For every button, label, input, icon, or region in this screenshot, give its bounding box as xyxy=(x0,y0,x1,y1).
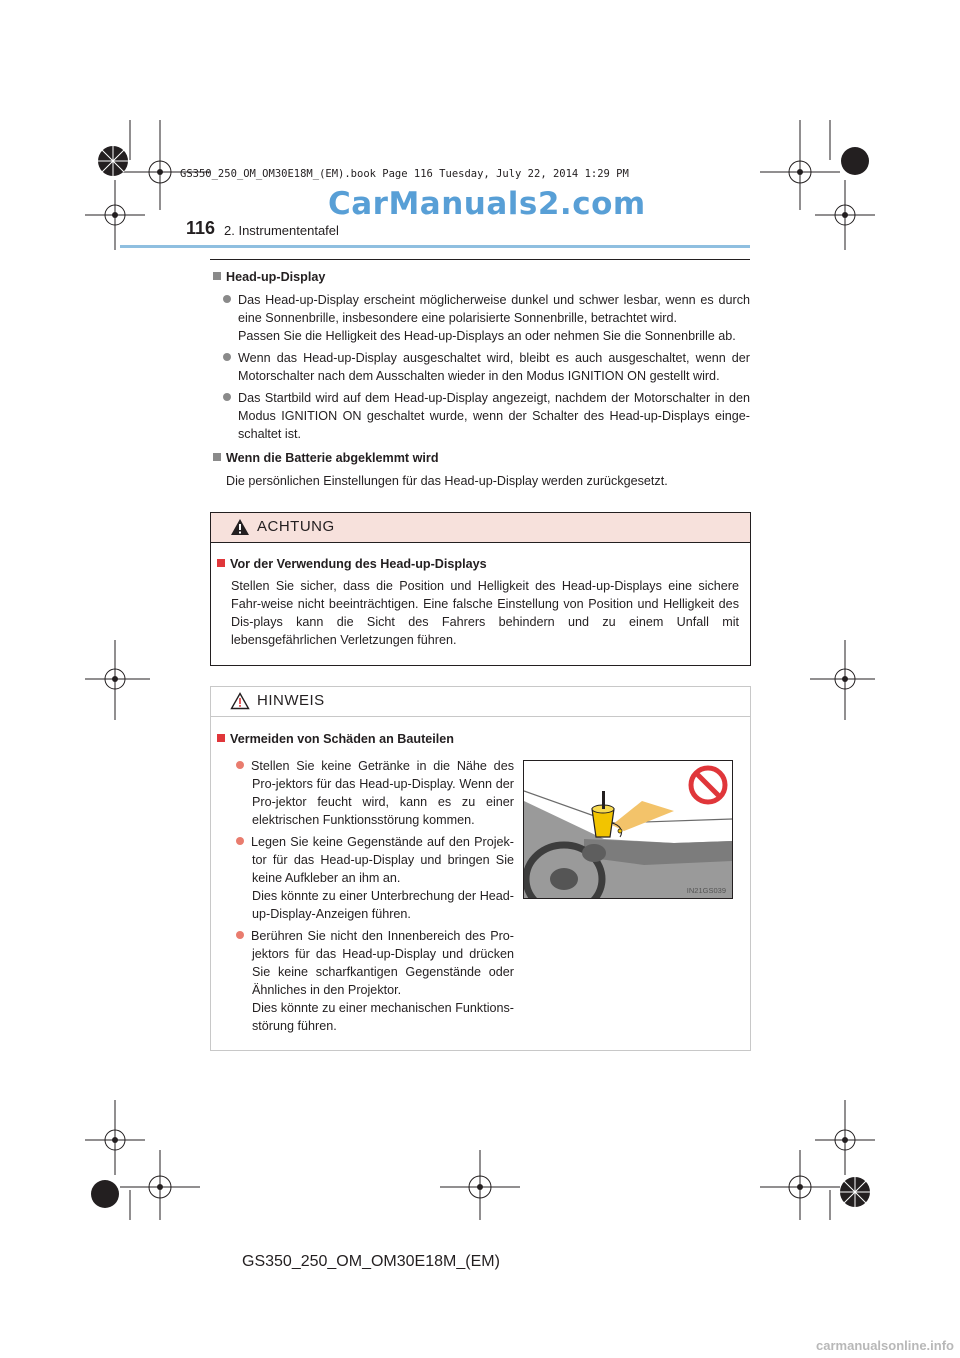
list-item: Das Startbild wird auf dem Head-up-Display angezeigt, nachdem der Motorschalter in den Modus IGNITION ON geschaltet wurde, wenn der Schalter des Head-up-Displays einge-schaltet ist. xyxy=(223,389,750,443)
list-item: Stellen Sie keine Getränke in die Nähe des Pro-jektors für das Head-up-Display. Wenn der Pro-jektor feucht wird, kann es zu einer elektrischen Funktionsstörung kommen. xyxy=(236,757,514,829)
hinweis-title: HINWEIS xyxy=(257,692,325,709)
square-bullet-icon xyxy=(217,734,225,742)
watermark-logo: CarManuals2.com xyxy=(328,186,646,222)
square-bullet-icon xyxy=(213,272,221,280)
header-divider xyxy=(210,259,750,260)
figure-label: IN21GS039 xyxy=(686,886,726,895)
hinweis-heading: Vermeiden von Schäden an Bauteilen xyxy=(230,732,454,746)
list-item: Wenn das Head-up-Display ausgeschaltet wird, bleibt es auch ausgeschaltet, wenn der Motorschalter nach dem Ausschalten wieder in den Modus IGNITION ON gestellt wird. xyxy=(223,349,750,385)
achtung-header xyxy=(211,513,750,543)
chapter-title: 2. Instrumententafel xyxy=(224,223,339,238)
section-battery xyxy=(213,449,439,467)
illustration-drawing xyxy=(524,761,732,898)
list-item: Legen Sie keine Gegenstände auf den Projek-tor für das Head-up-Display und bringen Sie keine Aufkleber an ihm an. Dies könnte zu einer Unterbrechung der Head-up-Display-Anzeigen führen. xyxy=(236,833,514,923)
header-rule xyxy=(120,245,750,248)
list-item: Berühren Sie nicht den Innenbereich des Pro-jektors für das Head-up-Display und drücken Sie keine scharfkantigen Gegenstände oder Ähnliches in den Projektor. Dies könnte zu einer mechanischen Funktions-störung führen. xyxy=(236,927,514,1035)
bullet-icon xyxy=(236,761,244,769)
square-bullet-icon xyxy=(213,453,221,461)
section-heading: Head-up-Display xyxy=(226,270,326,284)
dashboard-illustration xyxy=(523,760,733,899)
bullet-icon xyxy=(236,837,244,845)
square-bullet-icon xyxy=(217,559,225,567)
section-heading: Wenn die Batterie abgeklemmt wird xyxy=(226,451,439,465)
list-item: Das Head-up-Display erscheint möglicherweise dunkel und schwer lesbar, wenn es durch eine Sonnenbrille, insbesondere eine polarisierte Sonnenbrille, betrachtet wird. Passen Sie die Helligkeit des Head-up-Displays an oder nehmen Sie die Sonnenbrille ab. xyxy=(223,291,750,345)
achtung-text: Stellen Sie sicher, dass die Position und Helligkeit des Head-up-Displays eine sichere Fahr-weise nicht beeinträchtigen. Eine falsche Einstellung von Position und Helligkeit des Dis-plays kann die Sicht des Fahrers behindern und zu einem Unfall mit lebensgefährlichen Verletzungen führen. xyxy=(231,579,739,647)
section-head-up-display xyxy=(213,268,325,286)
achtung-heading-row xyxy=(217,555,487,573)
site-footer-link[interactable]: carmanualsonline.info xyxy=(816,1338,954,1353)
page-number: 116 xyxy=(186,218,216,238)
bullet-icon xyxy=(223,295,231,303)
achtung-heading: Vor der Verwendung des Head-up-Displays xyxy=(230,557,487,571)
hinweis-header xyxy=(211,687,750,717)
document-code: GS350_250_OM_OM30E18M_(EM) xyxy=(242,1253,500,1270)
bullet-icon xyxy=(223,393,231,401)
bullet-icon xyxy=(236,931,244,939)
warning-triangle-icon xyxy=(230,518,250,536)
hinweis-heading-row xyxy=(217,730,454,748)
achtung-box xyxy=(210,512,751,666)
print-info-line: GS350_250_OM_OM30E18M_(EM).book Page 116 Tuesday, July 22, 2014 1:29 PM xyxy=(180,168,629,180)
achtung-title: ACHTUNG xyxy=(257,518,335,535)
caution-triangle-icon xyxy=(230,692,250,710)
section-text: Die persönlichen Einstellungen für das Head-up-Display werden zurückgesetzt. xyxy=(226,474,668,488)
bullet-icon xyxy=(223,353,231,361)
